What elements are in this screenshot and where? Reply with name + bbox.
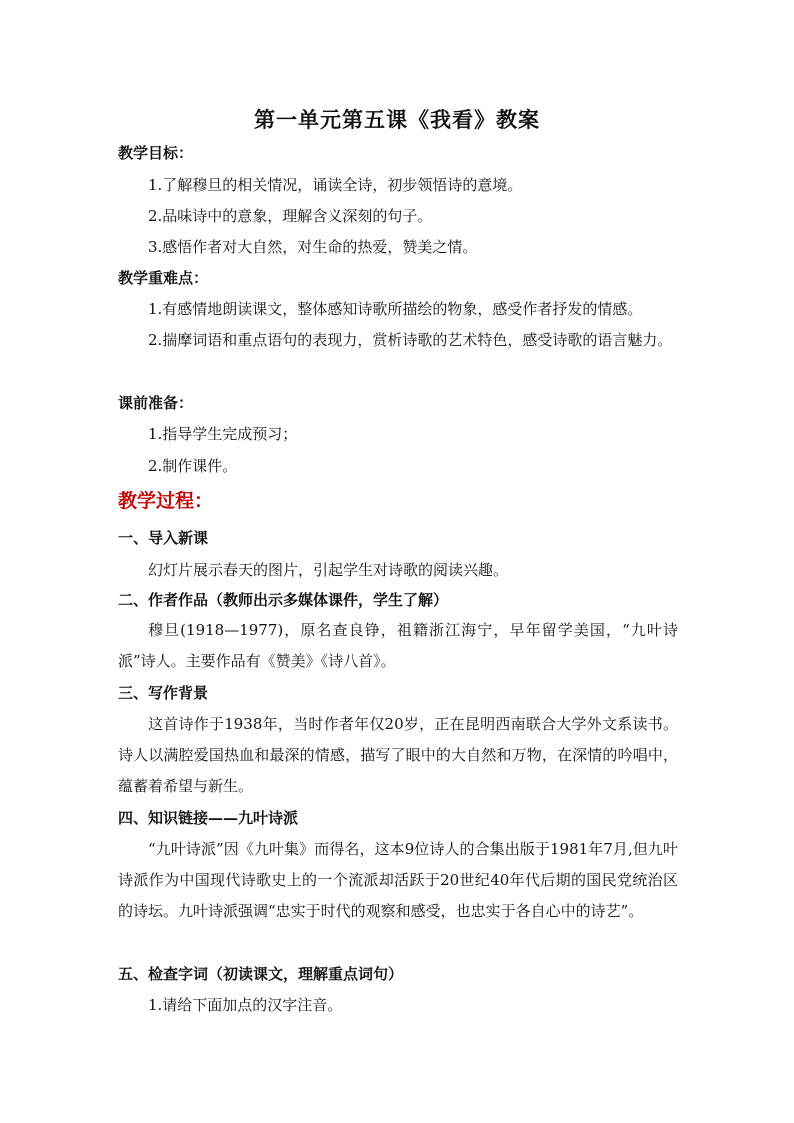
page-title: 第一单元第五课《我看》教案 (254, 107, 540, 132)
section-text-1: 幻灯片展示春天的图片，引起学生对诗歌的阅读兴趣。 (148, 561, 509, 579)
section-heading-1: 一、导入新课 (118, 529, 209, 547)
key-point-item-1: 1.有感情地朗读课文，整体感知诗歌所描绘的物象，感受作者抒发的情感。 (148, 300, 643, 318)
section-text-2: 穆旦(1918—1977)，原名查良铮，祖籍浙江海宁，早年留学美国，“九叶诗派”诗人。主要作品有《赞美》《诗八首》。 (118, 621, 678, 670)
objective-item-3: 3.感悟作者对大自然，对生命的热爱，赞美之情。 (148, 238, 478, 256)
key-points-heading: 教学重难点： (118, 269, 209, 287)
objectives-heading: 教学目标： (118, 144, 194, 162)
section-text-4: “九叶诗派”因《九叶集》而得名，这本9位诗人的合集出版于1981年7月,但九叶诗派作为中国现代诗歌史上的一个流派却活跃于20世纪40年代后期的国民党统治区的诗坛。九叶诗派强调“忠实于时代的观察和感受，也忠实于各自心中的诗艺”。 (118, 840, 678, 920)
preparation-item-1: 1.指导学生完成预习； (148, 425, 298, 443)
preparation-heading: 课前准备： (118, 394, 194, 412)
objective-item-2: 2.品味诗中的意象，理解含义深刻的句子。 (148, 207, 433, 225)
section-text-5: 1.请给下面加点的汉字注音。 (148, 996, 343, 1014)
key-point-item-2: 2.揣摩词语和重点语句的表现力，赏析诗歌的艺术特色，感受诗歌的语言魅力。 (148, 331, 673, 349)
section-text-3: 这首诗作于1938年，当时作者年仅20岁，正在昆明西南联合大学外文系读书。诗人以满腔爱国热血和最深的情感，描写了眼中的大自然和万物，在深情的吟唱中，蕴蓄着希望与新生。 (118, 715, 678, 795)
preparation-item-2: 2.制作课件。 (148, 457, 238, 475)
section-heading-4: 四、知识链接——九叶诗派 (118, 809, 299, 827)
objective-item-1: 1.了解穆旦的相关情况，诵读全诗，初步领悟诗的意境。 (148, 176, 523, 194)
section-heading-3: 三、写作背景 (118, 684, 209, 702)
process-heading: 教学过程： (118, 490, 214, 512)
section-heading-2: 二、作者作品（教师出示多媒体课件，学生了解） (118, 591, 449, 609)
section-heading-5: 五、检查字词（初读课文，理解重点词句） (118, 965, 404, 983)
